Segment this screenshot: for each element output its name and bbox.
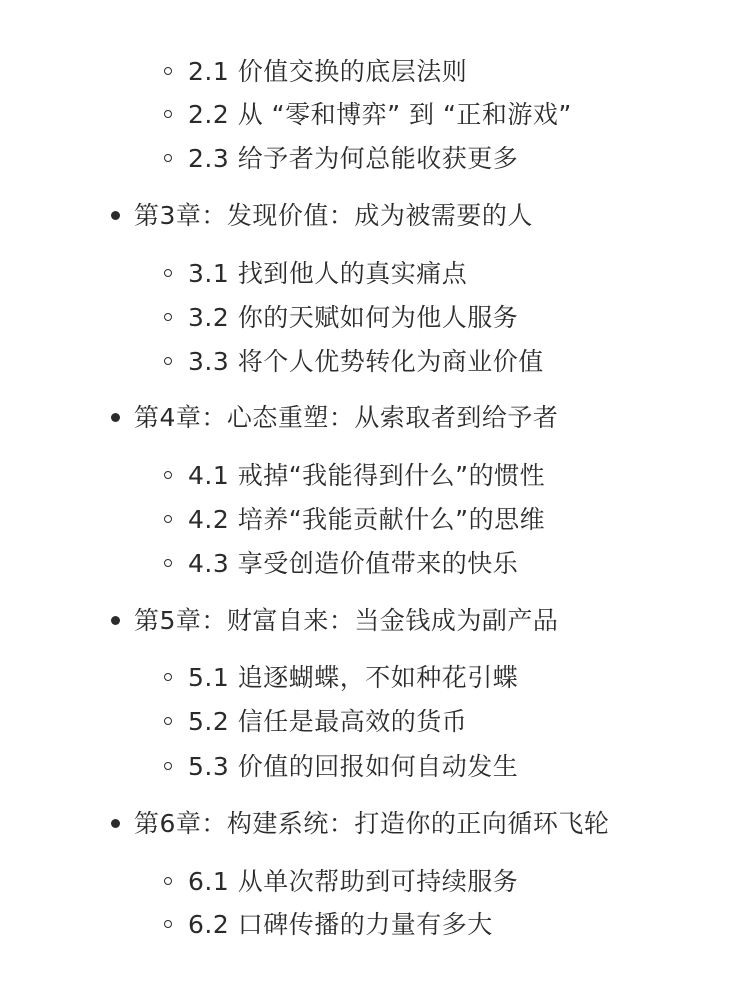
chapter-title: 第4章：心态重塑：从索取者到给予者 <box>134 403 559 432</box>
hollow-bullet-icon <box>164 67 172 75</box>
section-item: 6.1 从单次帮助到可持续服务 <box>188 867 519 896</box>
chapter-title: 第6章：构建系统：打造你的正向循环飞轮 <box>134 809 610 838</box>
hollow-bullet-icon <box>164 110 172 118</box>
hollow-bullet-icon <box>164 154 172 162</box>
filled-bullet-icon <box>111 616 120 625</box>
hollow-bullet-icon <box>164 357 172 365</box>
hollow-bullet-icon <box>164 269 172 277</box>
section-item: 4.1 戒掉“我能得到什么”的惯性 <box>188 461 546 490</box>
hollow-bullet-icon <box>164 673 172 681</box>
hollow-bullet-icon <box>164 313 172 321</box>
hollow-bullet-icon <box>164 762 172 770</box>
section-item: 3.2 你的天赋如何为他人服务 <box>188 303 519 332</box>
section-item: 3.1 找到他人的真实痛点 <box>188 259 468 288</box>
section-item: 3.3 将个人优势转化为商业价值 <box>188 347 544 376</box>
chapter-title: 第5章：财富自来：当金钱成为副产品 <box>134 606 559 635</box>
section-item: 2.1 价值交换的底层法则 <box>188 57 468 86</box>
section-item: 2.3 给予者为何总能收获更多 <box>188 144 519 173</box>
hollow-bullet-icon <box>164 877 172 885</box>
section-item: 5.1 追逐蝴蝶，不如种花引蝶 <box>188 663 519 692</box>
hollow-bullet-icon <box>164 471 172 479</box>
filled-bullet-icon <box>111 819 120 828</box>
hollow-bullet-icon <box>164 920 172 928</box>
section-item: 4.3 享受创造价值带来的快乐 <box>188 549 519 578</box>
hollow-bullet-icon <box>164 559 172 567</box>
hollow-bullet-icon <box>164 515 172 523</box>
chapter-title: 第3章：发现价值：成为被需要的人 <box>134 201 533 230</box>
filled-bullet-icon <box>111 413 120 422</box>
section-item: 2.2 从 “零和博弈” 到 “正和游戏” <box>188 100 572 129</box>
hollow-bullet-icon <box>164 717 172 725</box>
section-item: 6.2 口碑传播的力量有多大 <box>188 910 493 939</box>
section-item: 5.2 信任是最高效的货币 <box>188 707 468 736</box>
section-item: 5.3 价值的回报如何自动发生 <box>188 752 519 781</box>
section-item: 4.2 培养“我能贡献什么”的思维 <box>188 505 546 534</box>
filled-bullet-icon <box>111 211 120 220</box>
